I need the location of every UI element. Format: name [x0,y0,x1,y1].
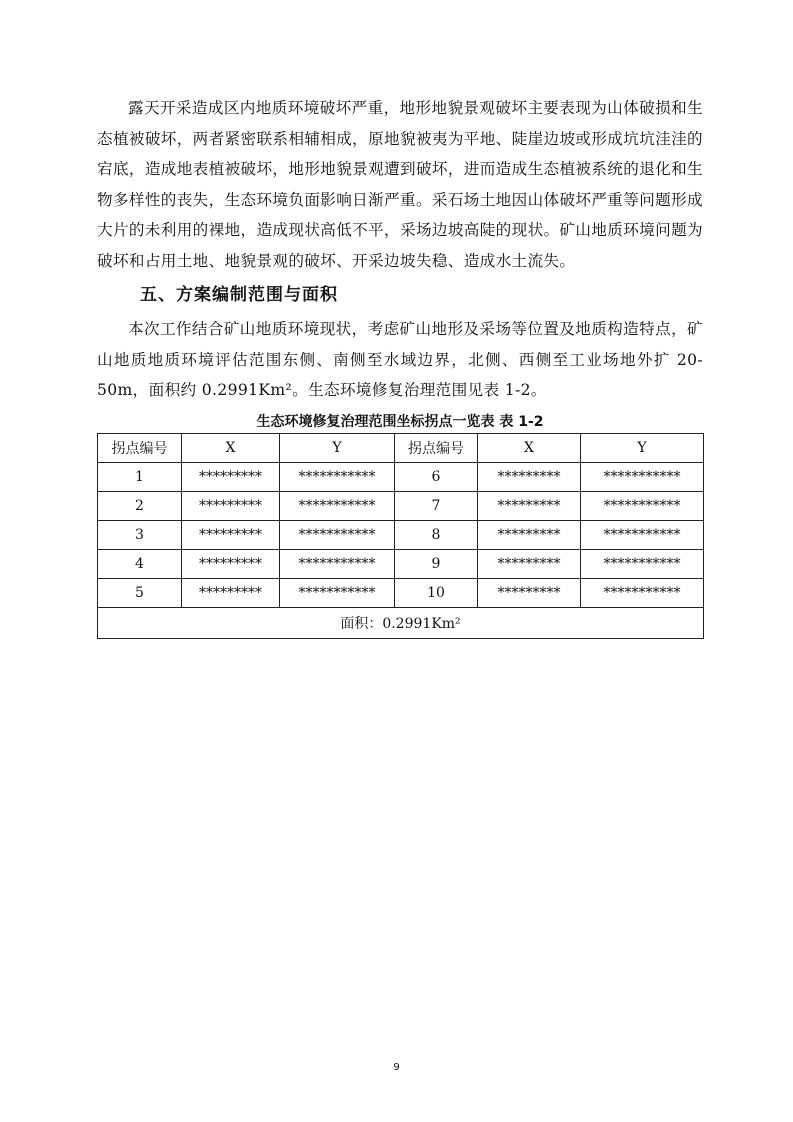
table-cell: *********** [581,463,704,492]
header-point-id: 拐点编号 [395,434,478,463]
table-cell: ********* [182,579,280,608]
paragraph-scope-description: 本次工作结合矿山地质环境现状，考虑矿山地形及采场等位置及地质构造特点，矿山地质地质环境评估范围东侧、南侧至水域边界，北侧、西侧至工业场地外扩 20-50m，面积约 0.2991Km²。生态环境修复治理范围见表 1-2。 [97,320,703,399]
header-y: Y [581,434,704,463]
table-cell: 7 [395,492,478,521]
table-header-row [98,434,704,463]
table-cell: ********* [478,521,581,550]
table-area-row [98,608,704,639]
table-cell: *********** [581,521,704,550]
table-cell: *********** [280,492,395,521]
table-cell: 6 [395,463,478,492]
table-row [98,463,704,492]
table-cell: 8 [395,521,478,550]
table-row [98,550,704,579]
table-row [98,492,704,521]
table-cell: ********* [478,492,581,521]
table-cell: *********** [280,521,395,550]
header-x: X [478,434,581,463]
table-row [98,521,704,550]
header-point-id: 拐点编号 [98,434,182,463]
header-y: Y [280,434,395,463]
table-cell: ********* [182,550,280,579]
table-cell: ********* [478,463,581,492]
table-cell: *********** [581,492,704,521]
table-cell: *********** [581,579,704,608]
table-cell: 1 [98,463,182,492]
table-cell: *********** [280,550,395,579]
coordinate-table [97,433,704,639]
table-cell: ********* [182,492,280,521]
table-cell: 2 [98,492,182,521]
table-cell: 9 [395,550,478,579]
page-number: 9 [393,1062,400,1073]
table-cell: ********* [478,579,581,608]
table-cell: ********* [182,463,280,492]
table-cell: ********* [182,521,280,550]
table-cell: *********** [581,550,704,579]
table-cell: *********** [280,463,395,492]
table-cell: 3 [98,521,182,550]
area-total-cell: 面积：0.2991Km² [98,608,704,639]
table-cell: 4 [98,550,182,579]
table-caption: 生态环境修复治理范围坐标拐点一览表 表 1-2 [256,414,544,430]
table-cell: *********** [280,579,395,608]
table-cell: 5 [98,579,182,608]
header-x: X [182,434,280,463]
table-row [98,579,704,608]
table-cell: ********* [478,550,581,579]
table-cell: 10 [395,579,478,608]
section-heading: 五、方案编制范围与面积 [140,285,338,305]
paragraph-damage-description: 露天开采造成区内地质环境破坏严重，地形地貌景观破坏主要表现为山体破损和生态植被破坏，两者紧密联系相辅相成，原地貌被夷为平地、陡崖边坡或形成坑坑洼洼的宕底，造成地表植被破坏，地形地貌景观遭到破坏，进而造成生态植被系统的退化和生物多样性的丧失，生态环境负面影响日渐严重。采石场土地因山体破坏严重等问题形成大片的未利用的裸地，造成现状高低不平，采场边坡高陡的现状。矿山地质环境问题为破坏和占用土地、地貌景观的破坏、开采边坡失稳、造成水土流失。 [97,99,703,270]
